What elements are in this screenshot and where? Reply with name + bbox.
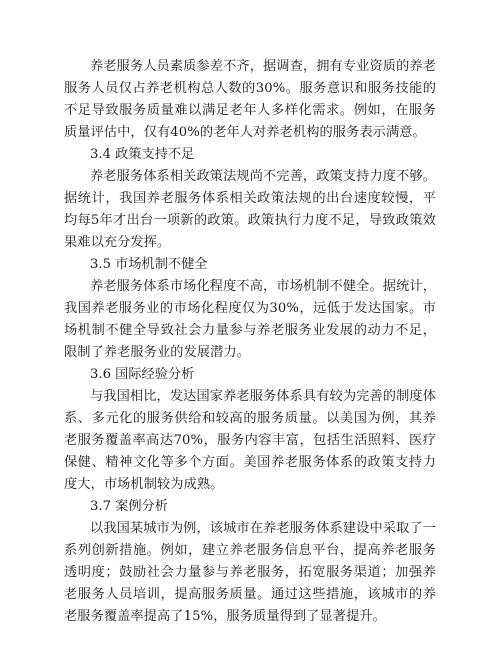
section-heading-3-7: 3.7 案例分析 <box>90 499 168 514</box>
paragraph-staff-quality: 养老服务人员素质参差不齐，据调查，拥有专业资质的养老服务人员仅占养老机构总人数的30%。服务意识和服务技能的不足导致服务质量难以满足老年人多样化需求。例如，在服务质量评估中，仅有40%的老年人对养老机构的服务表示满意。 <box>64 59 436 140</box>
paragraph-policy-support: 养老服务体系相关政策法规尚不完善，政策支持力度不够。据统计，我国养老服务体系相关政策法规的出台速度较慢，平均每5年才出台一项新的政策。政策执行力度不足，导致政策效果难以充分发挥。 <box>64 169 436 250</box>
paragraph-case-analysis: 以我国某城市为例，该城市在养老服务体系建设中采取了一系列创新措施。例如，建立养老服务信息平台，提高养老服务透明度；鼓励社会力量参与养老服务，拓宽服务渠道；加强养老服务人员培训，提高服务质量。通过这些措施，该城市的养老服务覆盖率提高了15%，服务质量得到了显著提升。 <box>64 521 436 624</box>
paragraph-market-mechanism: 养老服务体系市场化程度不高，市场机制不健全。据统计，我国养老服务业的市场化程度仅为30%，远低于发达国家。市场机制不健全导致社会力量参与养老服务业发展的动力不足，限制了养老服务业的发展潜力。 <box>64 279 436 360</box>
paragraph-international-experience: 与我国相比，发达国家养老服务体系具有较为完善的制度体系、多元化的服务供给和较高的服务质量。以美国为例，其养老服务覆盖率高达70%，服务内容丰富，包括生活照料、医疗保健、精神文化等多个方面。美国养老服务体系的政策支持力度大，市场机制较为成熟。 <box>64 389 436 492</box>
section-heading-3-4: 3.4 政策支持不足 <box>90 147 195 162</box>
section-heading-3-5: 3.5 市场机制不健全 <box>90 257 208 272</box>
section-heading-3-6: 3.6 国际经验分析 <box>90 367 195 382</box>
document-page <box>64 56 436 628</box>
